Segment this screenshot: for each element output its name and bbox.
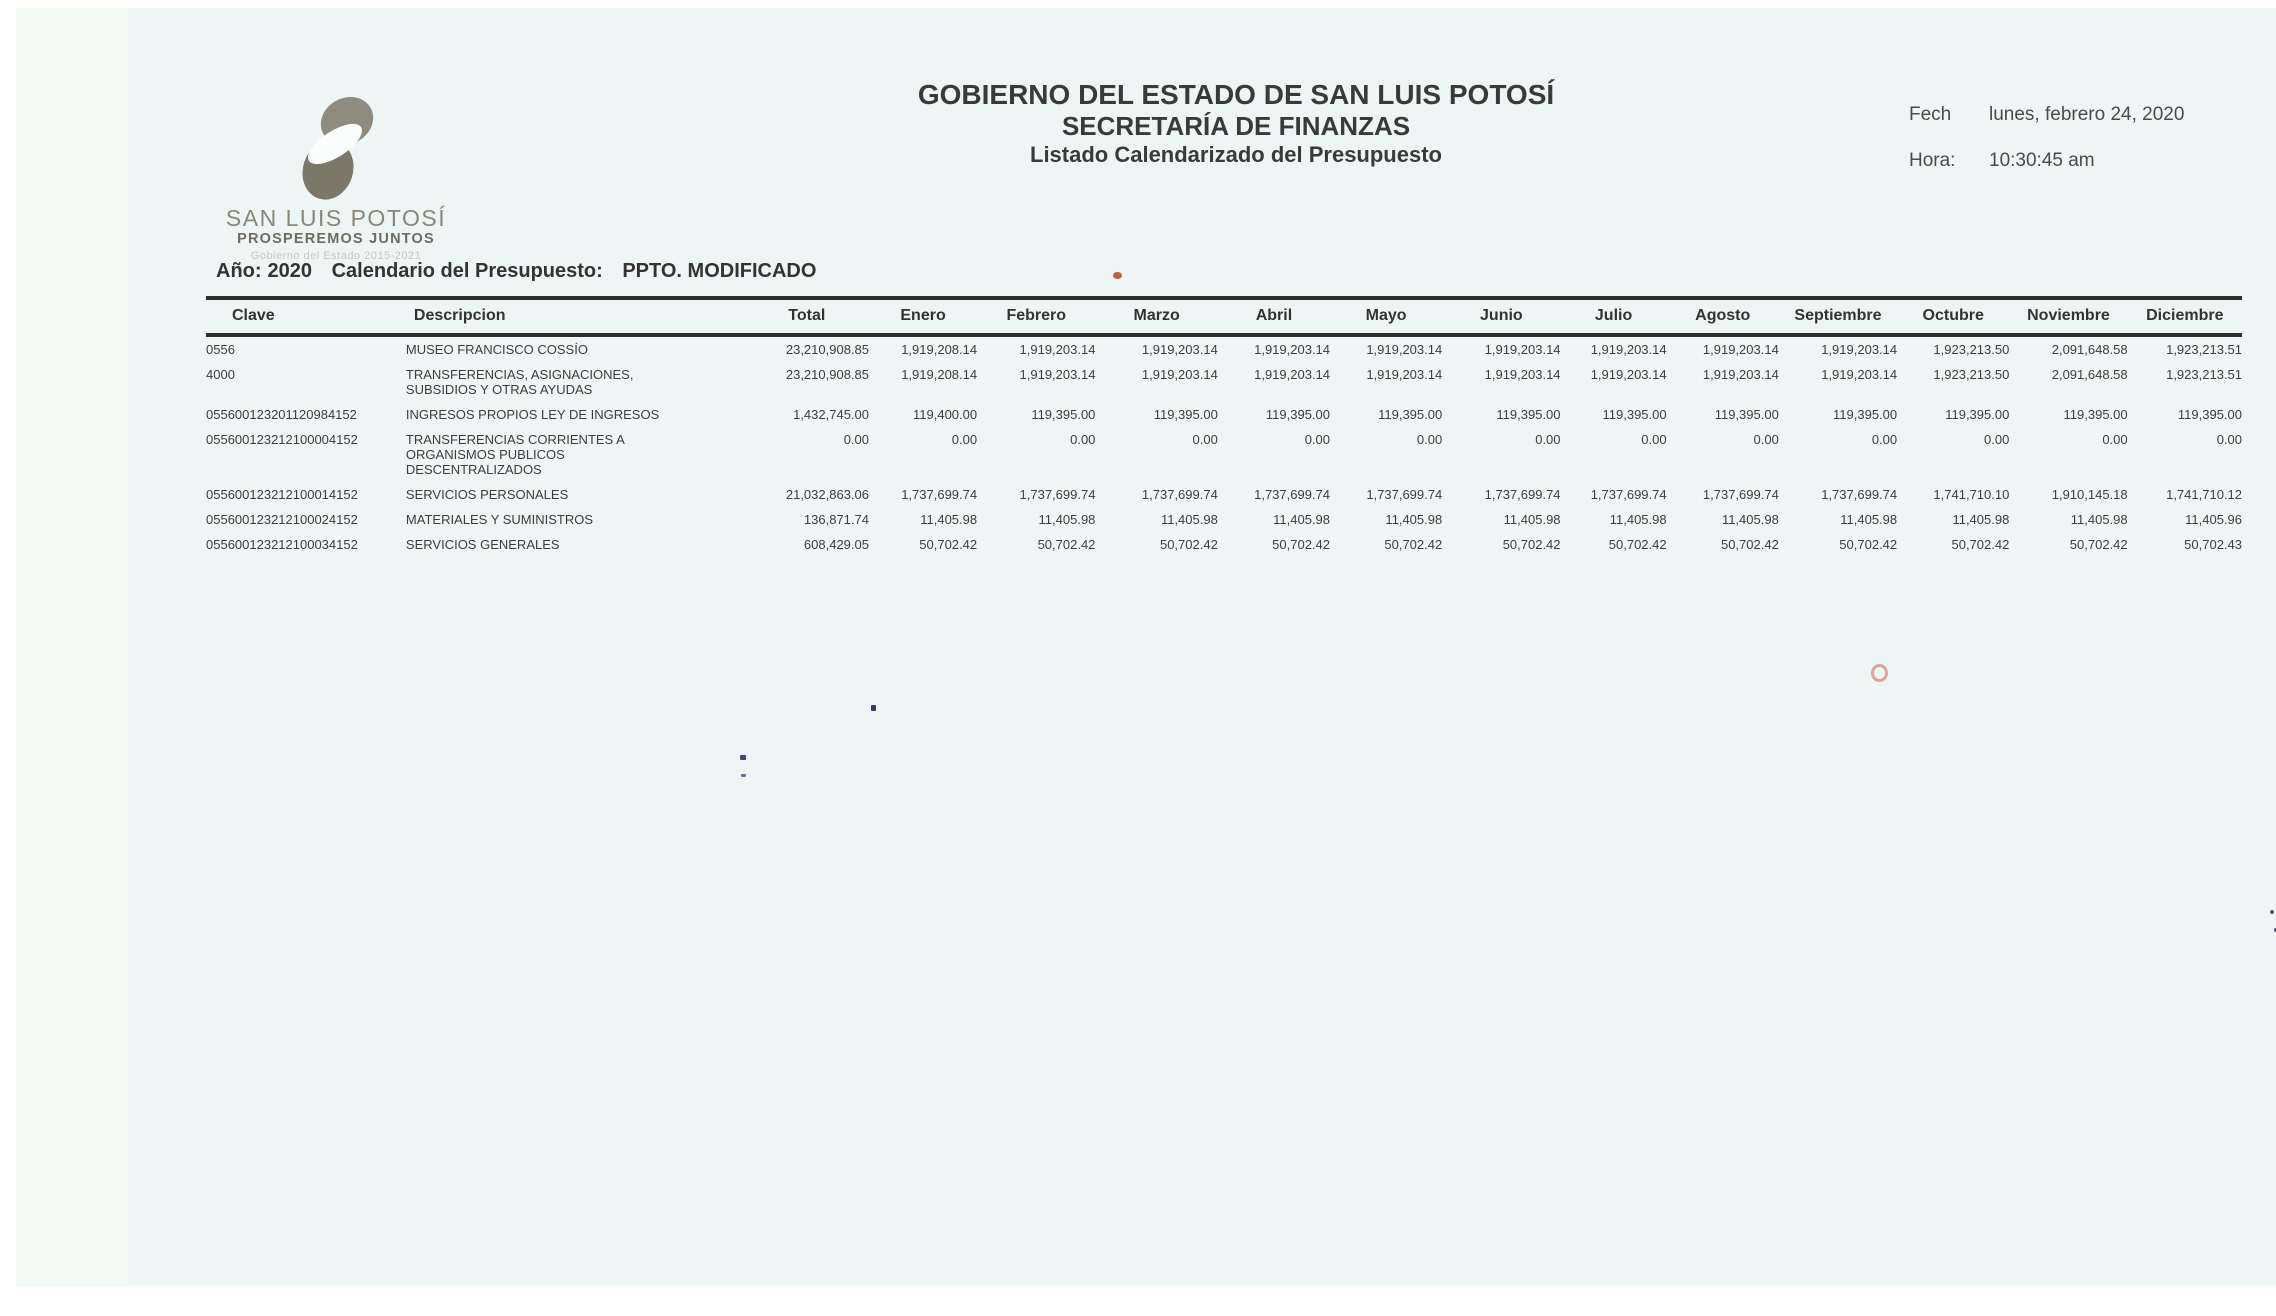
budget-table-wrap xyxy=(206,296,2242,557)
cell-clave: 4000 xyxy=(206,367,235,382)
cell-agosto: 1,737,699.74 xyxy=(1702,487,1779,502)
cell-descripcion: SERVICIOS GENERALES xyxy=(405,537,560,552)
cell-junio: 1,737,699.74 xyxy=(1484,487,1561,502)
col-header-octubre: Octubre xyxy=(1922,307,1984,324)
header-secretariat-title: SECRETARÍA DE FINANZAS xyxy=(1061,111,1411,141)
cell-clave: 055600123212100024152 xyxy=(206,512,358,527)
col-header-clave: Clave xyxy=(232,307,275,324)
table-row xyxy=(206,427,2242,482)
cell-marzo: 119,395.00 xyxy=(1153,407,1218,422)
calendar-value: PPTO. MODIFICADO xyxy=(622,260,817,282)
cell-marzo: 1,919,203.14 xyxy=(1141,367,1218,382)
cell-noviembre: 1,910,145.18 xyxy=(2051,487,2128,502)
cell-febrero: 11,405.98 xyxy=(1038,512,1096,527)
year-label: Año: xyxy=(216,260,262,282)
scan-artifact-pink-ring xyxy=(1871,664,1888,682)
cell-julio: 1,919,203.14 xyxy=(1590,342,1667,357)
cell-noviembre: 11,405.98 xyxy=(2070,512,2128,527)
cell-diciembre: 0.00 xyxy=(2216,432,2242,447)
cell-total: 23,210,908.85 xyxy=(785,342,869,357)
cell-enero: 1,737,699.74 xyxy=(901,487,978,502)
cell-mayo: 1,919,203.14 xyxy=(1366,342,1443,357)
cell-total: 608,429.05 xyxy=(803,537,869,552)
cell-noviembre: 2,091,648.58 xyxy=(2051,342,2128,357)
cell-junio: 1,919,203.14 xyxy=(1484,367,1561,382)
cell-septiembre: 11,405.98 xyxy=(1840,512,1898,527)
col-header-febrero: Febrero xyxy=(1006,307,1067,324)
slp-logo xyxy=(204,92,468,263)
cell-mayo: 1,919,203.14 xyxy=(1366,367,1443,382)
col-header-noviembre: Noviembre xyxy=(2027,307,2110,324)
col-header-agosto: Agosto xyxy=(1695,307,1751,324)
cell-octubre: 1,923,213.50 xyxy=(1933,367,2010,382)
table-row xyxy=(206,362,2242,402)
cell-agosto: 0.00 xyxy=(1753,432,1779,447)
scanned-report-page xyxy=(16,8,2276,1286)
cell-octubre: 119,395.00 xyxy=(1945,407,2010,422)
cell-diciembre: 1,741,710.12 xyxy=(2166,487,2242,502)
cell-diciembre: 1,923,213.51 xyxy=(2166,342,2242,357)
time-label: Hora: xyxy=(1909,150,1956,171)
cell-febrero: 1,919,203.14 xyxy=(1019,367,1096,382)
cell-junio: 0.00 xyxy=(1535,432,1561,447)
table-row xyxy=(206,402,2242,427)
col-header-total: Total xyxy=(788,307,826,324)
cell-julio: 0.00 xyxy=(1641,432,1667,447)
cell-enero: 119,400.00 xyxy=(913,407,978,422)
col-header-septiembre: Septiembre xyxy=(1794,307,1882,324)
cell-septiembre: 119,395.00 xyxy=(1833,407,1898,422)
cell-clave: 055600123212100004152 xyxy=(206,432,358,447)
cell-total: 1,432,745.00 xyxy=(793,407,869,422)
cell-junio: 50,702.42 xyxy=(1502,537,1561,552)
calendar-label: Calendario del Presupuesto: xyxy=(331,260,603,282)
cell-septiembre: 1,919,203.14 xyxy=(1821,367,1898,382)
cell-agosto: 1,919,203.14 xyxy=(1702,367,1779,382)
cell-julio: 50,702.42 xyxy=(1608,537,1667,552)
col-header-junio: Junio xyxy=(1480,307,1523,324)
table-row xyxy=(206,532,2242,557)
budget-table-body xyxy=(206,335,2242,557)
cell-descripcion: MATERIALES Y SUMINISTROS xyxy=(405,512,594,527)
table-row xyxy=(206,482,2242,507)
cell-abril: 1,919,203.14 xyxy=(1254,342,1331,357)
date-value: lunes, febrero 24, 2020 xyxy=(1989,104,2185,125)
time-value: 10:30:45 am xyxy=(1989,150,2095,171)
cell-descripcion: SERVICIOS PERSONALES xyxy=(405,487,569,502)
cell-abril: 1,737,699.74 xyxy=(1254,487,1331,502)
report-date-row xyxy=(1909,104,2269,126)
cell-noviembre: 50,702.42 xyxy=(2069,537,2128,552)
scan-edge-strip xyxy=(16,8,128,1286)
budget-table-header xyxy=(206,298,2242,335)
cell-marzo: 50,702.42 xyxy=(1159,537,1218,552)
year-value: 2020 xyxy=(267,260,313,282)
cell-junio: 11,405.98 xyxy=(1503,512,1561,527)
cell-agosto: 1,919,203.14 xyxy=(1702,342,1779,357)
cell-enero: 50,702.42 xyxy=(919,537,978,552)
scan-artifact-speck xyxy=(741,774,746,777)
cell-descripcion: TRANSFERENCIAS CORRIENTES A ORGANISMOS PUBLICOS DESCENTRALIZADOS xyxy=(405,432,625,477)
cell-clave: 0556 xyxy=(206,342,235,357)
report-time-row xyxy=(1909,150,2269,172)
budget-table xyxy=(206,296,2242,557)
cell-descripcion: INGRESOS PROPIOS LEY DE INGRESOS xyxy=(405,407,660,422)
report-filter-line xyxy=(216,260,830,283)
cell-mayo: 0.00 xyxy=(1416,432,1443,447)
cell-agosto: 119,395.00 xyxy=(1714,407,1779,422)
cell-julio: 119,395.00 xyxy=(1602,407,1667,422)
cell-total: 0.00 xyxy=(843,432,869,447)
cell-abril: 119,395.00 xyxy=(1265,407,1331,422)
slp-logo-mark-icon xyxy=(293,92,379,204)
col-header-enero: Enero xyxy=(900,307,946,324)
cell-descripcion: TRANSFERENCIAS, ASIGNACIONES, SUBSIDIOS Y OTRAS AYUDAS xyxy=(405,367,634,397)
cell-clave: 055600123201120984152 xyxy=(206,407,357,422)
date-label: Fech xyxy=(1909,104,1952,125)
cell-julio: 1,737,699.74 xyxy=(1590,487,1667,502)
cell-descripcion: MUSEO FRANCISCO COSSÍO xyxy=(405,342,588,357)
cell-noviembre: 0.00 xyxy=(2102,432,2128,447)
cell-marzo: 1,737,699.74 xyxy=(1141,487,1218,502)
col-header-descripcion: Descripcion xyxy=(413,307,506,324)
cell-total: 23,210,908.85 xyxy=(785,367,869,382)
cell-agosto: 11,405.98 xyxy=(1721,512,1779,527)
scan-artifact-orange-dot xyxy=(1113,272,1122,279)
table-row xyxy=(206,335,2242,362)
cell-diciembre: 1,923,213.51 xyxy=(2166,367,2242,382)
cell-septiembre: 0.00 xyxy=(1871,432,1898,447)
cell-mayo: 50,702.42 xyxy=(1384,537,1443,552)
report-meta xyxy=(1909,104,2269,196)
logo-slogan: PROSPEREMOS JUNTOS xyxy=(237,231,435,247)
cell-octubre: 50,702.42 xyxy=(1951,537,2010,552)
logo-state-name: SAN LUIS POTOSÍ xyxy=(225,205,447,231)
cell-febrero: 1,919,203.14 xyxy=(1019,342,1096,357)
cell-julio: 11,405.98 xyxy=(1609,512,1667,527)
col-header-abril: Abril xyxy=(1255,307,1293,324)
col-header-julio: Julio xyxy=(1594,307,1633,324)
cell-octubre: 0.00 xyxy=(1984,432,2010,447)
cell-total: 21,032,863.06 xyxy=(785,487,869,502)
cell-enero: 11,405.98 xyxy=(920,512,978,527)
cell-diciembre: 119,395.00 xyxy=(2177,407,2242,422)
col-header-diciembre: Diciembre xyxy=(2146,307,2224,324)
cell-enero: 1,919,208.14 xyxy=(901,342,978,357)
cell-septiembre: 50,702.42 xyxy=(1839,537,1898,552)
scan-artifact-speck xyxy=(740,755,746,760)
cell-noviembre: 119,395.00 xyxy=(2063,407,2128,422)
scan-artifact-speck xyxy=(871,705,876,711)
col-header-marzo: Marzo xyxy=(1133,307,1180,324)
cell-febrero: 1,737,699.74 xyxy=(1019,487,1096,502)
logo-subline: Gobierno del Estado 2015-2021 xyxy=(250,250,422,262)
cell-clave: 055600123212100014152 xyxy=(206,487,358,502)
cell-junio: 119,395.00 xyxy=(1496,407,1561,422)
cell-diciembre: 11,405.96 xyxy=(2185,512,2242,527)
cell-febrero: 119,395.00 xyxy=(1031,407,1096,422)
cell-octubre: 11,405.98 xyxy=(1952,512,2010,527)
cell-agosto: 50,702.42 xyxy=(1720,537,1779,552)
scan-artifact-speck xyxy=(2270,910,2274,914)
cell-octubre: 1,923,213.50 xyxy=(1933,342,2010,357)
cell-abril: 11,405.98 xyxy=(1273,512,1331,527)
cell-septiembre: 1,737,699.74 xyxy=(1821,487,1898,502)
cell-septiembre: 1,919,203.14 xyxy=(1821,342,1898,357)
cell-julio: 1,919,203.14 xyxy=(1590,367,1667,382)
cell-mayo: 11,405.98 xyxy=(1385,512,1443,527)
header-report-title: Listado Calendarizado del Presupuesto xyxy=(1030,142,1442,167)
document-header xyxy=(786,78,1686,169)
cell-febrero: 50,702.42 xyxy=(1037,537,1096,552)
cell-abril: 0.00 xyxy=(1304,432,1331,447)
cell-total: 136,871.74 xyxy=(803,512,869,527)
cell-abril: 50,702.42 xyxy=(1272,537,1331,552)
table-row xyxy=(206,507,2242,532)
cell-octubre: 1,741,710.10 xyxy=(1933,487,2010,502)
cell-junio: 1,919,203.14 xyxy=(1484,342,1561,357)
cell-enero: 0.00 xyxy=(951,432,978,447)
header-government-title: GOBIERNO DEL ESTADO DE SAN LUIS POTOSÍ xyxy=(917,79,1555,110)
cell-marzo: 0.00 xyxy=(1192,432,1218,447)
cell-noviembre: 2,091,648.58 xyxy=(2051,367,2128,382)
cell-marzo: 1,919,203.14 xyxy=(1141,342,1218,357)
cell-enero: 1,919,208.14 xyxy=(901,367,978,382)
cell-abril: 1,919,203.14 xyxy=(1254,367,1331,382)
cell-marzo: 11,405.98 xyxy=(1160,512,1218,527)
cell-mayo: 119,395.00 xyxy=(1378,407,1443,422)
cell-clave: 055600123212100034152 xyxy=(206,537,358,552)
cell-mayo: 1,737,699.74 xyxy=(1366,487,1443,502)
cell-diciembre: 50,702.43 xyxy=(2184,537,2242,552)
cell-febrero: 0.00 xyxy=(1070,432,1096,447)
col-header-mayo: Mayo xyxy=(1365,307,1407,324)
